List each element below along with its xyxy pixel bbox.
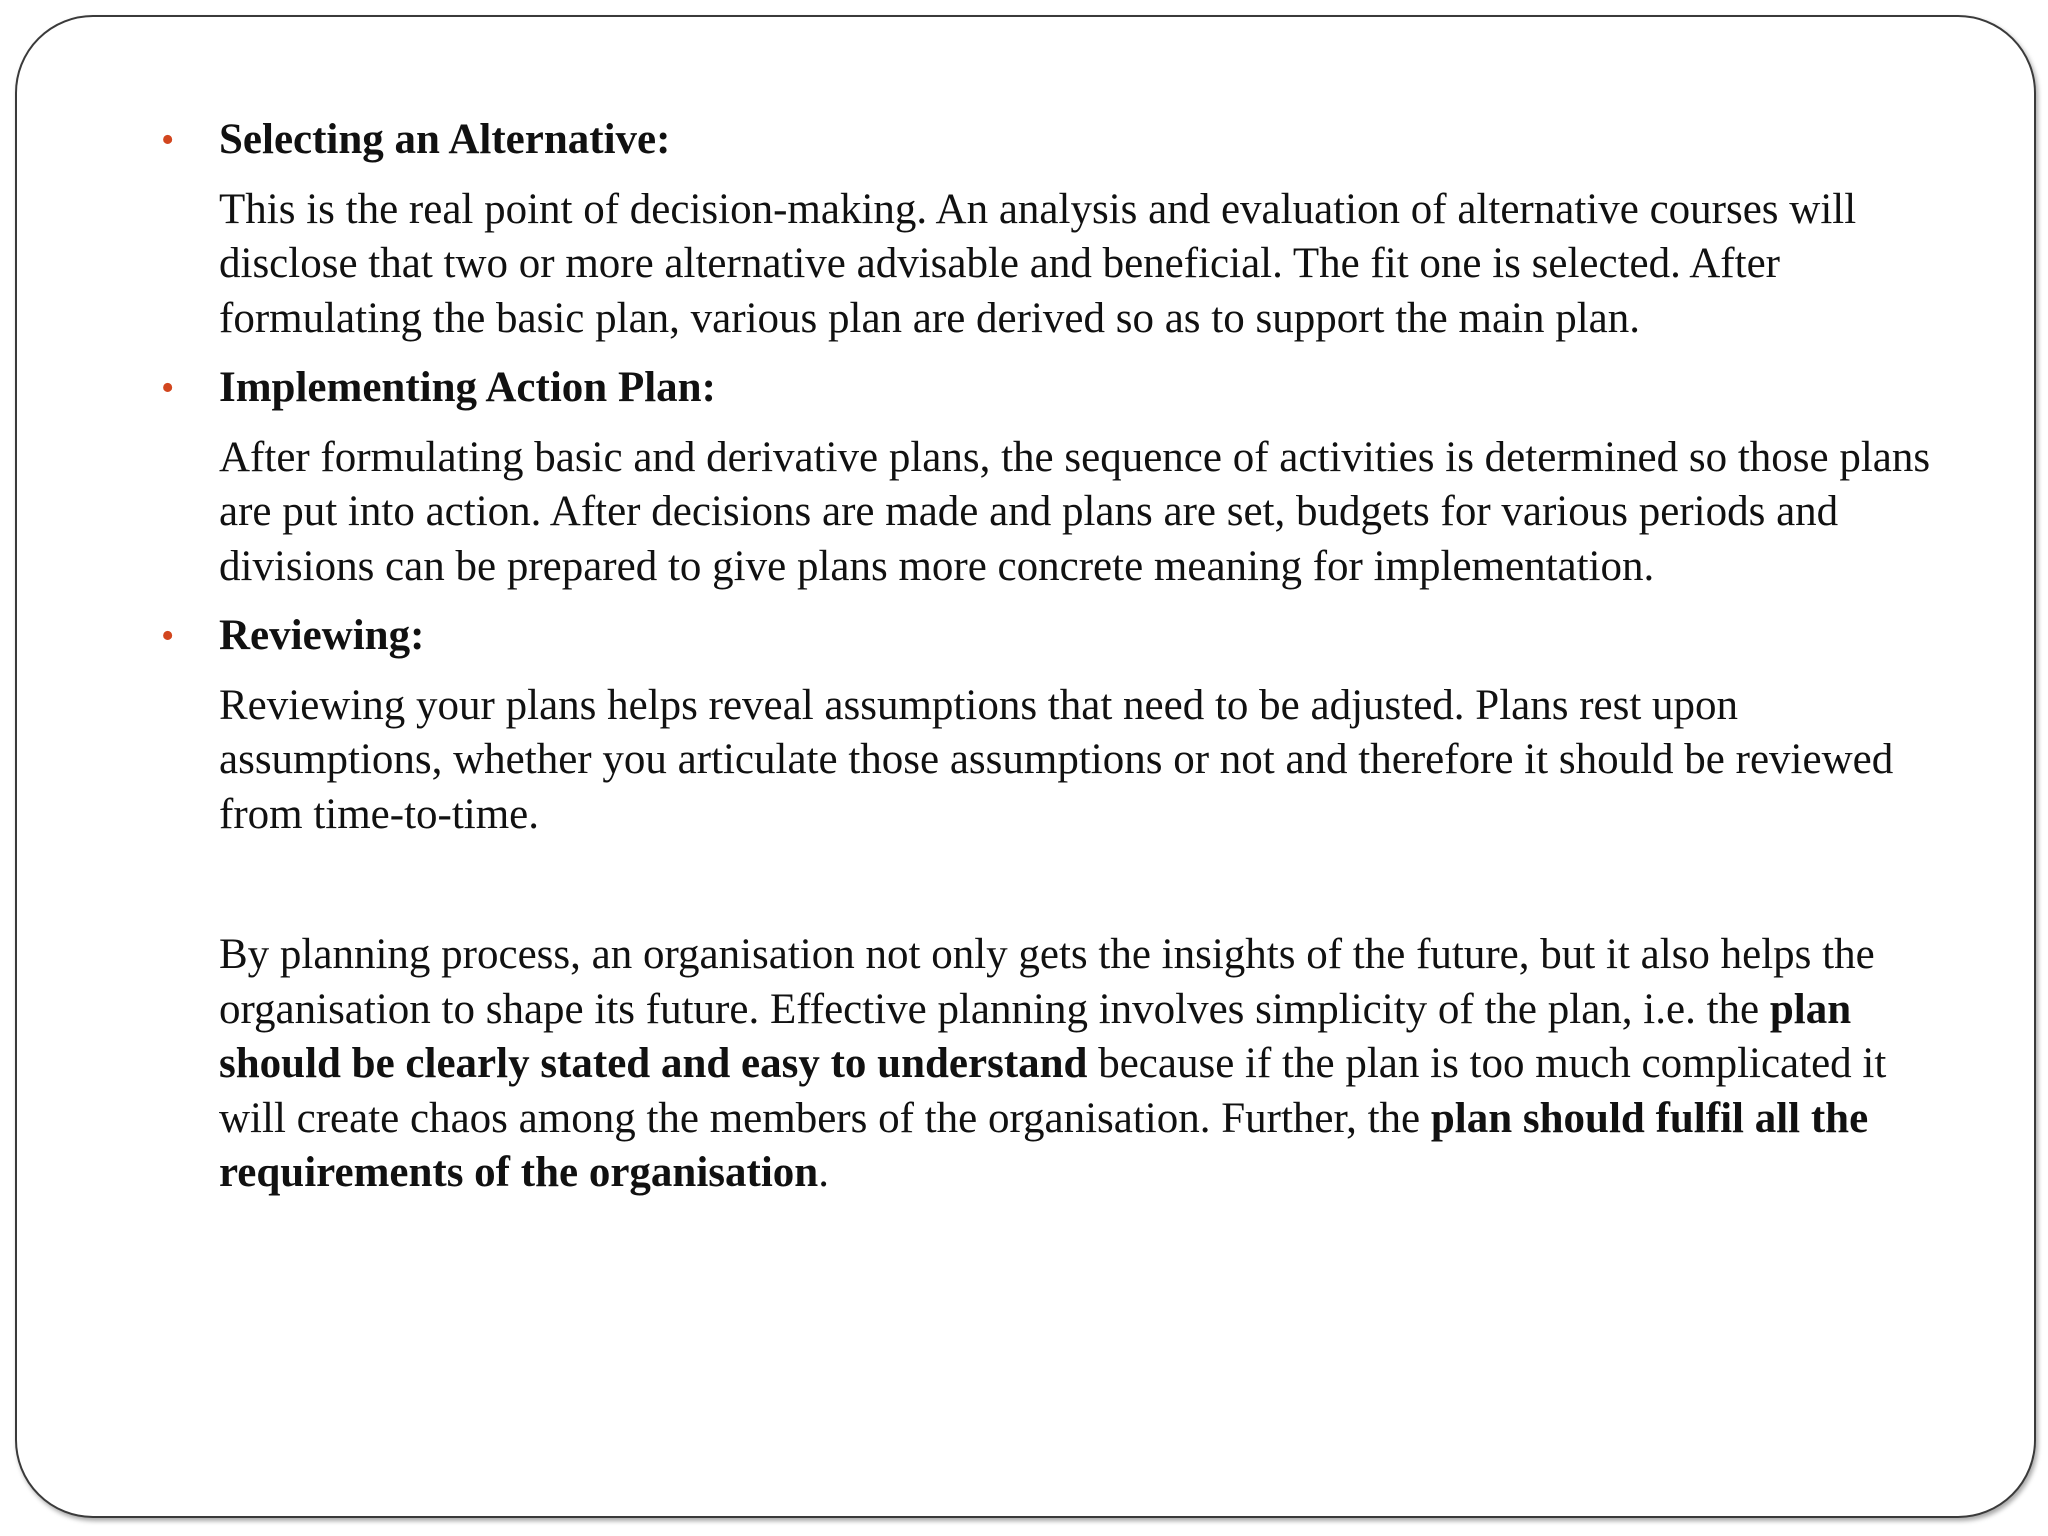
section-body: After formulating basic and derivative plans, the sequence of activities is determined so those plans are put into action. After decisions are made and plans are set, budgets for various periods and divisions can be prepared to give plans more concrete meaning for implementation. <box>219 433 1931 590</box>
section-heading: Selecting an Alternative: <box>219 116 671 163</box>
section-heading: Implementing Action Plan: <box>219 364 716 411</box>
closing-text-2: because if the plan is too much complicated it will create chaos among the members of the organisation. Further, the <box>219 1040 1887 1142</box>
bullet-section-selecting-alternative <box>161 113 1939 346</box>
closing-text-1: By planning process, an organisation not only gets the insights of the future, but it also helps the organisation to shape its future. Effective planning involves simplicity of the plan, i.e. the <box>219 931 1875 1033</box>
section-body: Reviewing your plans helps reveal assumptions that need to be adjusted. Plans rest upon assumptions, whether you articulate those assumptions or not and therefore it should be reviewed from time-to-time. <box>219 681 1894 838</box>
closing-text-3: . <box>818 1149 829 1196</box>
bullet-icon: • <box>161 367 175 409</box>
closing-bold-1: plan should be clearly stated and easy to understand <box>219 985 1852 1087</box>
bullet-section-reviewing <box>161 609 1939 842</box>
closing-paragraph <box>219 928 1939 1201</box>
bullet-icon: • <box>161 119 175 161</box>
slide-content <box>161 113 1939 1201</box>
section-heading: Reviewing: <box>219 612 425 659</box>
closing-bold-2: plan should fulfil all the requirements of the organisation <box>219 1094 1869 1196</box>
slide-frame <box>15 15 2036 1518</box>
bullet-icon: • <box>161 615 175 657</box>
section-body: This is the real point of decision-making. An analysis and evaluation of alternative courses will disclose that two or more alternative advisable and beneficial. The fit one is selected. After formulating the basic plan, various plan are derived so as to support the main plan. <box>219 185 1857 342</box>
bullet-section-implementing-action-plan <box>161 361 1939 594</box>
